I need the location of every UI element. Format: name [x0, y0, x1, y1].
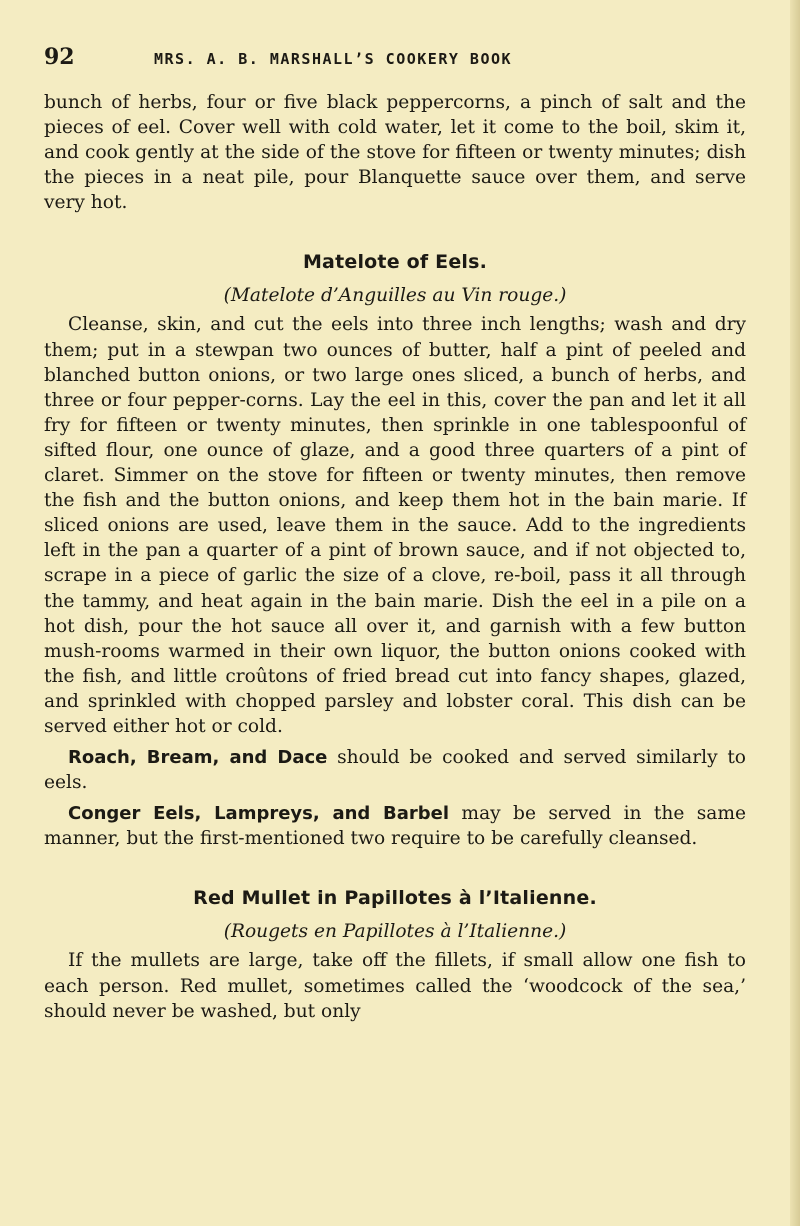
- recipe-body: If the mullets are large, take off the fillets, if small allow one fish to each person. Red mullet, sometimes called the ‘woodcock of the sea,’ should never be washed, but only: [44, 950, 746, 1022]
- recipe-subtitle: (Rougets en Papillotes à l’Italienne.): [223, 921, 567, 943]
- page-edge: [790, 0, 800, 1226]
- recipe-title: Matelote of Eels.: [302, 251, 488, 274]
- recipe-note: [44, 801, 746, 851]
- page-header: [44, 44, 746, 78]
- note-text: may be served in the same manner, but the first-mentioned two require to be carefully cleansed.: [44, 803, 746, 850]
- continuation-paragraph: bunch of herbs, four or five black peppercorns, a pinch of salt and the pieces of eel. Cover well with cold water, let it come to the boil, skim it, and cook gently at the side of the stove for fifteen or twenty minutes; dish the pieces in a neat pile, pour Blanquette sauce over them, and serve very hot.: [44, 92, 746, 214]
- recipe-title: Red Mullet in Papillotes à l’Italienne.: [193, 887, 597, 910]
- book-page: [44, 44, 746, 1024]
- note-lead: Conger Eels, Lampreys, and Barbel: [68, 803, 450, 825]
- recipe-red-mullet: [44, 887, 746, 1023]
- page-number: 92: [44, 44, 75, 70]
- note-lead: Roach, Bream, and Dace: [68, 747, 328, 769]
- note-text: should be cooked and served similarly to eels.: [44, 747, 746, 794]
- recipe-note: [44, 745, 746, 795]
- recipe-subtitle: (Matelote d’Anguilles au Vin rouge.): [223, 285, 567, 307]
- recipe-matelote-of-eels: [44, 251, 746, 851]
- running-title: MRS. A. B. MARSHALL’S COOKERY BOOK: [154, 50, 513, 68]
- recipe-body: Cleanse, skin, and cut the eels into three inch lengths; wash and dry them; put in a stewpan two ounces of butter, half a pint of peeled and blanched button onions, or two large ones sliced, a bunch of herbs, and three or four pepper-corns. Lay the eel in this, cover the pan and let it all fry for fifteen or twenty minutes, then sprinkle in one tablespoonful of sifted flour, one ounce of glaze, and a good three quarters of a pint of claret. Simmer on the stove for fifteen or twenty minutes, then remove the fish and the button onions, and keep them hot in the bain marie. If sliced onions are used, leave them in the sauce. Add to the ingredients left in the pan a quarter of a pint of brown sauce, and if not objected to, scrape in a piece of garlic the size of a clove, re-boil, pass it all through the tammy, and heat again in the bain marie. Dish the eel in a pile on a hot dish, pour the hot sauce all over it, and garnish with a few button mush-rooms warmed in their own liquor, the button onions cooked with the fish, and little croûtons of fried bread cut into fancy shapes, glazed, and sprinkled with chopped parsley and lobster coral. This dish can be served either hot or cold.: [44, 314, 746, 737]
